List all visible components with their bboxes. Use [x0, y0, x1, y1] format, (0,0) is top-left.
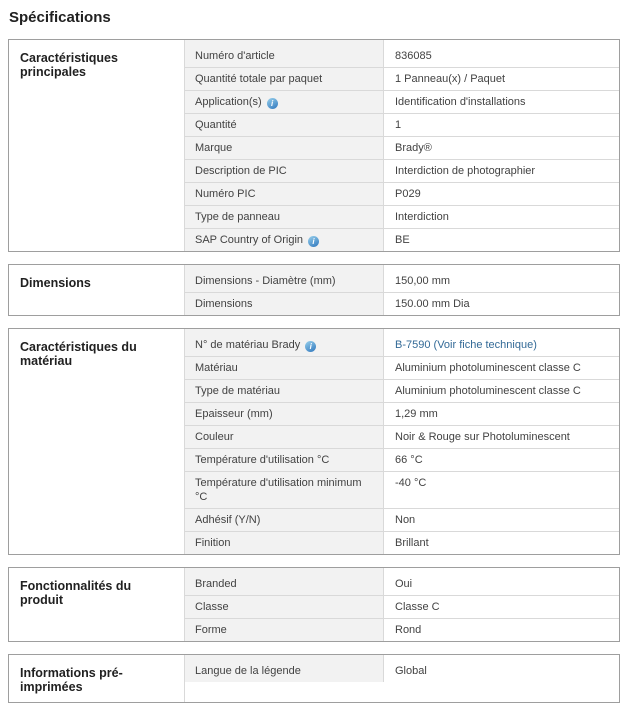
row-value: Rond — [384, 619, 619, 641]
info-icon[interactable]: i — [267, 98, 278, 109]
row-label-cell — [185, 229, 384, 251]
info-icon[interactable]: i — [305, 341, 316, 352]
row-label: Description de PIC — [195, 165, 287, 177]
row-label-cell — [185, 509, 384, 531]
row-label: Forme — [195, 624, 227, 636]
row-label: Branded — [195, 578, 237, 590]
spec-row — [185, 40, 619, 68]
row-value: 1 — [384, 114, 619, 136]
section-title: Caractéristiques principales — [9, 40, 185, 251]
row-label: Quantité totale par paquet — [195, 73, 323, 85]
row-label-cell — [185, 449, 384, 471]
row-value: Interdiction — [384, 206, 619, 228]
spec-row — [185, 160, 619, 183]
row-value: Identification d'installations — [384, 91, 619, 113]
info-icon[interactable]: i — [308, 236, 319, 247]
row-label-cell — [185, 114, 384, 136]
section-rows — [185, 265, 619, 315]
row-label: Application(s) — [195, 96, 262, 108]
row-label: Adhésif (Y/N) — [195, 514, 261, 526]
section-title: Caractéristiques du matériau — [9, 329, 185, 554]
row-label-cell — [185, 293, 384, 315]
row-value: Global — [384, 655, 619, 682]
row-label-cell — [185, 380, 384, 402]
row-label: Dimensions - Diamètre (mm) — [195, 275, 336, 287]
row-label: Type de matériau — [195, 385, 280, 397]
row-label-cell — [185, 137, 384, 159]
section-title: Informations pré-imprimées — [9, 655, 185, 702]
spec-row — [185, 509, 619, 532]
section-rows — [185, 568, 619, 641]
row-label: Température d'utilisation °C — [195, 454, 330, 466]
row-value: BE — [384, 229, 619, 251]
row-label-cell — [185, 183, 384, 205]
spec-row — [185, 619, 619, 641]
section-title: Fonctionnalités du produit — [9, 568, 185, 641]
spec-row — [185, 357, 619, 380]
row-label-cell — [185, 357, 384, 379]
row-label: Température d'utilisation minimum °C — [195, 477, 362, 503]
spec-row — [185, 229, 619, 251]
row-value: Interdiction de photographier — [384, 160, 619, 182]
spec-section — [8, 39, 620, 252]
row-value: -40 °C — [384, 472, 619, 508]
spec-row — [185, 137, 619, 160]
row-value: Noir & Rouge sur Photoluminescent — [384, 426, 619, 448]
section-rows — [185, 40, 619, 251]
row-label: Classe — [195, 601, 229, 613]
row-value: Brady® — [384, 137, 619, 159]
spec-section — [8, 328, 620, 555]
section-rows — [185, 329, 619, 554]
row-label: Quantité — [195, 119, 237, 131]
row-label-cell — [185, 265, 384, 292]
row-value: P029 — [384, 183, 619, 205]
row-label: Langue de la légende — [195, 665, 301, 677]
spec-row — [185, 206, 619, 229]
row-value: Aluminium photoluminescent classe C — [384, 380, 619, 402]
row-label: Couleur — [195, 431, 234, 443]
row-value: 1,29 mm — [384, 403, 619, 425]
spec-row — [185, 114, 619, 137]
spec-row — [185, 426, 619, 449]
spec-row — [185, 91, 619, 114]
row-value: Oui — [384, 568, 619, 595]
row-value: 150,00 mm — [384, 265, 619, 292]
row-label: Type de panneau — [195, 211, 281, 223]
row-label-cell — [185, 160, 384, 182]
row-label-cell — [185, 596, 384, 618]
row-label-cell — [185, 68, 384, 90]
spec-row — [185, 380, 619, 403]
row-label-cell — [185, 403, 384, 425]
row-value-link[interactable]: B-7590 (Voir fiche technique) — [384, 329, 619, 356]
row-label-cell — [185, 532, 384, 554]
spec-section — [8, 654, 620, 703]
row-label: Matériau — [195, 362, 238, 374]
row-value: Brillant — [384, 532, 619, 554]
spec-row — [185, 568, 619, 596]
row-label-cell — [185, 655, 384, 682]
row-value: Classe C — [384, 596, 619, 618]
row-label: Numéro d'article — [195, 50, 275, 62]
section-title: Dimensions — [9, 265, 185, 315]
row-value: Aluminium photoluminescent classe C — [384, 357, 619, 379]
spec-row — [185, 403, 619, 426]
spec-row — [185, 532, 619, 554]
row-label-cell — [185, 472, 384, 508]
row-label: Numéro PIC — [195, 188, 256, 200]
row-value: 836085 — [384, 40, 619, 67]
spec-row — [185, 293, 619, 315]
row-label-cell — [185, 206, 384, 228]
row-value: Non — [384, 509, 619, 531]
row-label: Marque — [195, 142, 233, 154]
row-label-cell — [185, 91, 384, 113]
spec-row — [185, 265, 619, 293]
row-label-cell — [185, 568, 384, 595]
spec-row — [185, 655, 619, 682]
row-label-cell — [185, 329, 384, 356]
row-label: Dimensions — [195, 298, 253, 310]
spec-row — [185, 183, 619, 206]
row-label: Finition — [195, 537, 231, 549]
spec-sections — [8, 39, 620, 703]
spec-row — [185, 472, 619, 509]
row-label-cell — [185, 426, 384, 448]
spec-section — [8, 264, 620, 316]
section-rows — [185, 655, 619, 702]
row-value: 66 °C — [384, 449, 619, 471]
row-label-cell — [185, 619, 384, 641]
spec-row — [185, 596, 619, 619]
spec-row — [185, 449, 619, 472]
spec-row — [185, 68, 619, 91]
row-label: Epaisseur (mm) — [195, 408, 273, 420]
page-title: Spécifications — [9, 9, 111, 26]
row-label: N° de matériau Brady — [195, 339, 301, 351]
row-label: SAP Country of Origin — [195, 234, 304, 246]
row-label-cell — [185, 40, 384, 67]
row-value: 150.00 mm Dia — [384, 293, 619, 315]
row-value: 1 Panneau(x) / Paquet — [384, 68, 619, 90]
spec-row — [185, 329, 619, 357]
spec-section — [8, 567, 620, 642]
